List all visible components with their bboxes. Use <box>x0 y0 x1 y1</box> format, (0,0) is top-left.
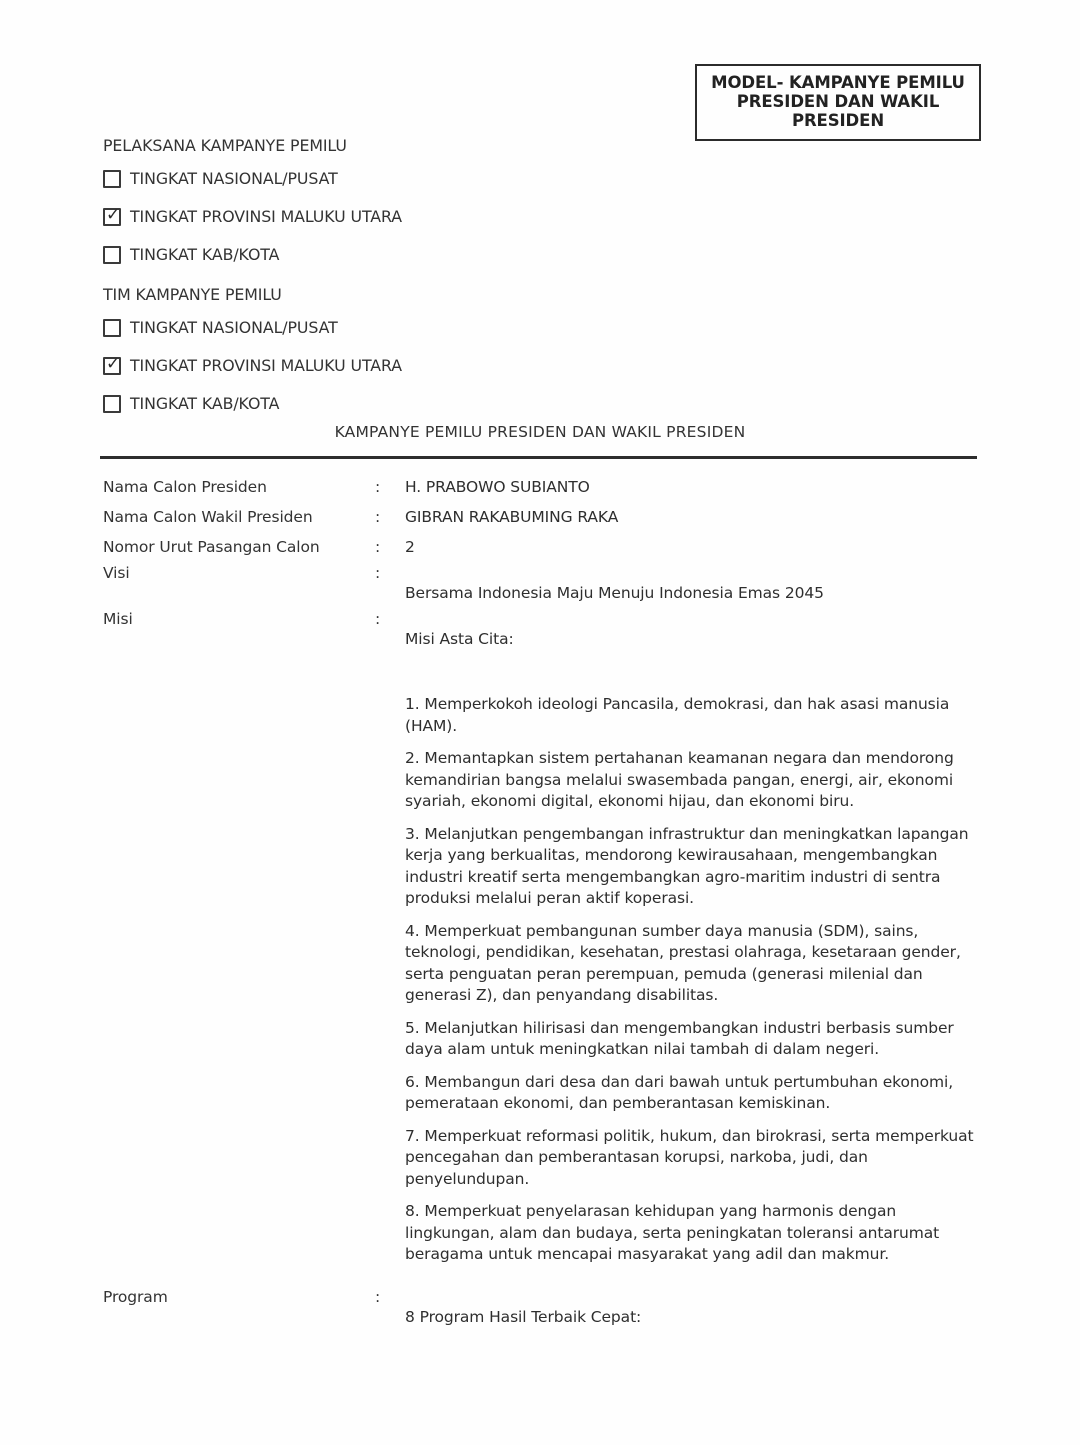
field-value-misi <box>405 609 980 1266</box>
field-label: Misi <box>103 610 133 628</box>
pelaksana-heading: PELAKSANA KAMPANYE PEMILU <box>103 136 347 155</box>
checkbox-label: TINGKAT NASIONAL/PUSAT <box>130 169 338 188</box>
tim-option-kabkota <box>103 394 623 415</box>
checkmark-icon: ✓ <box>106 354 121 374</box>
pelaksana-option-kabkota <box>103 245 623 266</box>
misi-item-1: 1. Memperkokoh ideologi Pancasila, demokrasi, dan hak asasi manusia (HAM). <box>405 695 950 735</box>
field-colon: : <box>375 610 381 628</box>
campaign-title: KAMPANYE PEMILU PRESIDEN DAN WAKIL PRESIDEN <box>334 423 746 441</box>
form-type-badge-line: MODEL- KAMPANYE PEMILU <box>711 73 965 92</box>
field-label: Nama Calon Wakil Presiden <box>103 508 313 526</box>
misi-item-6: 6. Membangun dari desa dan dari bawah untuk pertumbuhan ekonomi, pemerataan ekonomi, dan pemberantasan kemiskinan. <box>405 1072 954 1112</box>
pelaksana-option-provinsi <box>103 207 623 228</box>
field-value-visi: Bersama Indonesia Maju Menuju Indonesia Emas 2045 <box>405 584 824 602</box>
form-type-badge-line: PRESIDEN DAN WAKIL <box>736 92 940 111</box>
checkbox[interactable] <box>103 354 121 375</box>
misi-intro: Misi Asta Cita: <box>405 630 514 648</box>
field-colon: : <box>375 1287 381 1306</box>
misi-item-5: 5. Melanjutkan hilirisasi dan mengembangkan industri berbasis sumber daya alam untuk meningkatkan nilai tambah di dalam negeri. <box>405 1018 954 1058</box>
field-value-program: 8 Program Hasil Terbaik Cepat: <box>405 1307 642 1326</box>
field-colon: : <box>375 538 381 556</box>
checkbox[interactable] <box>103 319 121 337</box>
field-row-nomor-urut <box>103 537 980 558</box>
tim-heading: TIM KAMPANYE PEMILU <box>103 285 282 304</box>
field-label: Nama Calon Presiden <box>103 478 267 496</box>
field-colon: : <box>375 478 381 496</box>
checkbox[interactable] <box>103 170 121 188</box>
pelaksana-option-nasional <box>103 169 623 190</box>
tim-option-provinsi <box>103 356 623 377</box>
form-type-badge <box>695 64 981 141</box>
checkmark-icon: ✓ <box>106 205 121 225</box>
field-row-nama-presiden <box>103 477 980 498</box>
field-value: GIBRAN RAKABUMING RAKA <box>405 508 619 526</box>
checkbox[interactable] <box>103 246 121 264</box>
misi-item-3: 3. Melanjutkan pengembangan infrastruktur dan meningkatkan lapangan kerja yang berkualitas, mendorong kewirausahaan, mengembangkan industri kreatif serta mengembangkan agro-maritim industri di sentra produksi melalui peran aktif koperasi. <box>405 824 969 907</box>
field-value: 2 <box>405 538 415 556</box>
field-label: Visi <box>103 564 130 582</box>
misi-item-2: 2. Memantapkan sistem pertahanan keamanan negara dan mendorong kemandirian bangsa melalui swasembada pangan, energi, air, ekonomi syariah, ekonomi digital, ekonomi hijau, dan ekonomi biru. <box>405 749 954 810</box>
checkbox-label: TINGKAT PROVINSI MALUKU UTARA <box>130 356 402 375</box>
checkbox-sections <box>103 136 623 432</box>
checkbox-label: TINGKAT NASIONAL/PUSAT <box>130 318 338 337</box>
misi-item-4: 4. Memperkuat pembangunan sumber daya manusia (SDM), sains, teknologi, pendidikan, kesehatan, prestasi olahraga, kesetaraan gender, serta penguatan peran perempuan, pemuda (generasi milenial dan generasi Z), dan penyandang disabilitas. <box>405 921 961 1004</box>
checkbox-label: TINGKAT KAB/KOTA <box>130 245 280 264</box>
checkbox[interactable] <box>103 205 121 226</box>
field-value: H. PRABOWO SUBIANTO <box>405 478 590 496</box>
field-label: Program <box>103 1287 168 1306</box>
field-label: Nomor Urut Pasangan Calon <box>103 538 320 556</box>
field-row-nama-wakil <box>103 507 980 528</box>
field-row-program <box>103 1287 980 1328</box>
field-colon: : <box>375 564 381 582</box>
tim-option-nasional <box>103 318 623 339</box>
misi-item-7: 7. Memperkuat reformasi politik, hukum, dan birokrasi, serta memperkuat pencegahan dan pemberantasan korupsi, narkoba, judi, dan penyelundupan. <box>405 1126 974 1188</box>
candidate-fields <box>103 477 980 1337</box>
form-type-badge-line: PRESIDEN <box>791 111 885 130</box>
divider-rule <box>100 456 977 459</box>
misi-item-8: 8. Memperkuat penyelarasan kehidupan yang harmonis dengan lingkungan, alam dan budaya, serta peningkatan toleransi antarumat beragama untuk mencapai masyarakat yang adil dan makmur. <box>405 1202 940 1263</box>
field-row-misi <box>103 609 980 1266</box>
checkbox-label: TINGKAT PROVINSI MALUKU UTARA <box>130 207 402 226</box>
checkbox-label: TINGKAT KAB/KOTA <box>130 394 280 413</box>
checkbox[interactable] <box>103 395 121 413</box>
field-row-visi <box>103 563 980 604</box>
field-colon: : <box>375 508 381 526</box>
